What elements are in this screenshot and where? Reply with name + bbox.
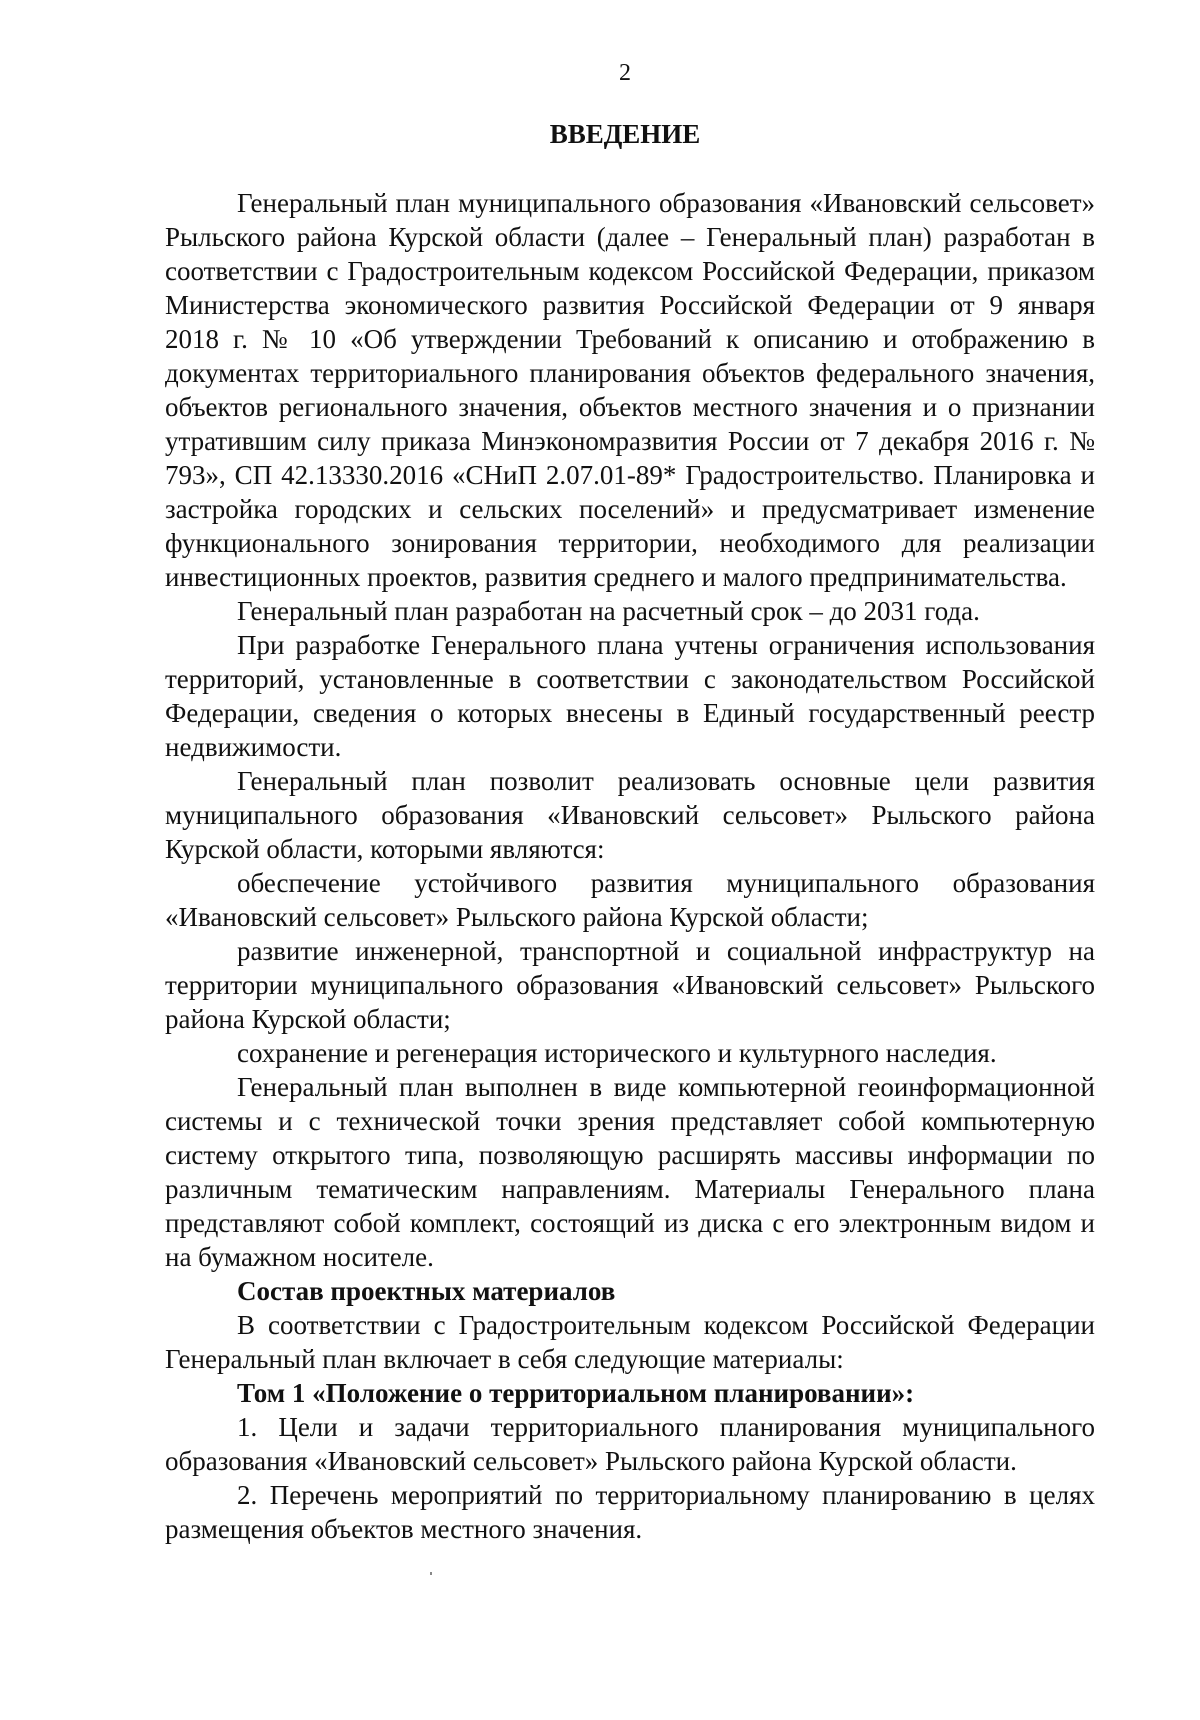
- paragraph-goal-heritage: сохранение и регенерация исторического и культурного наследия.: [237, 1038, 997, 1068]
- list-item-measures-list: 2. Перечень мероприятий по территориальному планированию в целях размещения объектов местного значения.: [165, 1480, 1095, 1544]
- paragraph-goal-infrastructure: развитие инженерной, транспортной и социальной инфраструктур на территории муниципального образования «Ивановский сельсовет» Рыльского района Курской области;: [165, 936, 1095, 1034]
- section-heading-materials: Состав проектных материалов: [237, 1276, 616, 1306]
- page-number: 2: [619, 60, 631, 86]
- paragraph-goals-intro: Генеральный план позволит реализовать основные цели развития муниципального образования «Ивановский сельсовет» Рыльского района Курской области, которыми являются:: [165, 766, 1095, 864]
- paragraph-materials-intro: В соответствии с Градостроительным кодексом Российской Федерации Генеральный план включает в себя следующие материалы:: [165, 1310, 1095, 1374]
- paragraph-planning-term: Генеральный план разработан на расчетный срок – до 2031 года.: [237, 596, 980, 626]
- paragraph-restrictions: При разработке Генерального плана учтены ограничения использования территорий, установленные в соответствии с законодательством Российской Федерации, сведения о которых внесены в Единый государственный реестр недвижимости.: [165, 630, 1095, 762]
- document-body: [165, 186, 1095, 1546]
- paragraph-gis-format: Генеральный план выполнен в виде компьютерной геоинформационной системы и с технической точки зрения представляет собой компьютерную систему открытого типа, позволяющую расширять массивы информации по различным тематическим направлениям. Материалы Генерального плана представляют собой комплект, состоящий из диска с его электронным видом и на бумажном носителе.: [165, 1072, 1095, 1272]
- page-title: ВВЕДЕНИЕ: [549, 119, 701, 149]
- volume-1-heading: Том 1 «Положение о территориальном планировании»:: [237, 1378, 915, 1408]
- paragraph-goal-sustainable-development: обеспечение устойчивого развития муниципального образования «Ивановский сельсовет» Рыльского района Курской области;: [165, 868, 1095, 932]
- paragraph-general-plan-basis: Генеральный план муниципального образования «Ивановский сельсовет» Рыльского района Курской области (далее – Генеральный план) разработан в соответствии с Градостроительным кодексом Российской Федерации, приказом Министерства экономического развития Российской Федерации от 9 января 2018 г. № 10 «Об утверждении Требований к описанию и отображению в документах территориального планирования объектов федерального значения, объектов регионального значения, объектов местного значения и о признании утратившим силу приказа Минэкономразвития России от 7 декабря 2016 г. № 793», СП 42.13330.2016 «СНиП 2.07.01-89* Градостроительство. Планировка и застройка городских и сельских поселений» и предусматривает изменение функционального зонирования территории, необходимого для реализации инвестиционных проектов, развития среднего и малого предпринимательства.: [165, 188, 1095, 592]
- scan-speck: [430, 1572, 432, 1575]
- list-item-goals-and-tasks: 1. Цели и задачи территориального планирования муниципального образования «Ивановский сельсовет» Рыльского района Курской области.: [165, 1412, 1095, 1476]
